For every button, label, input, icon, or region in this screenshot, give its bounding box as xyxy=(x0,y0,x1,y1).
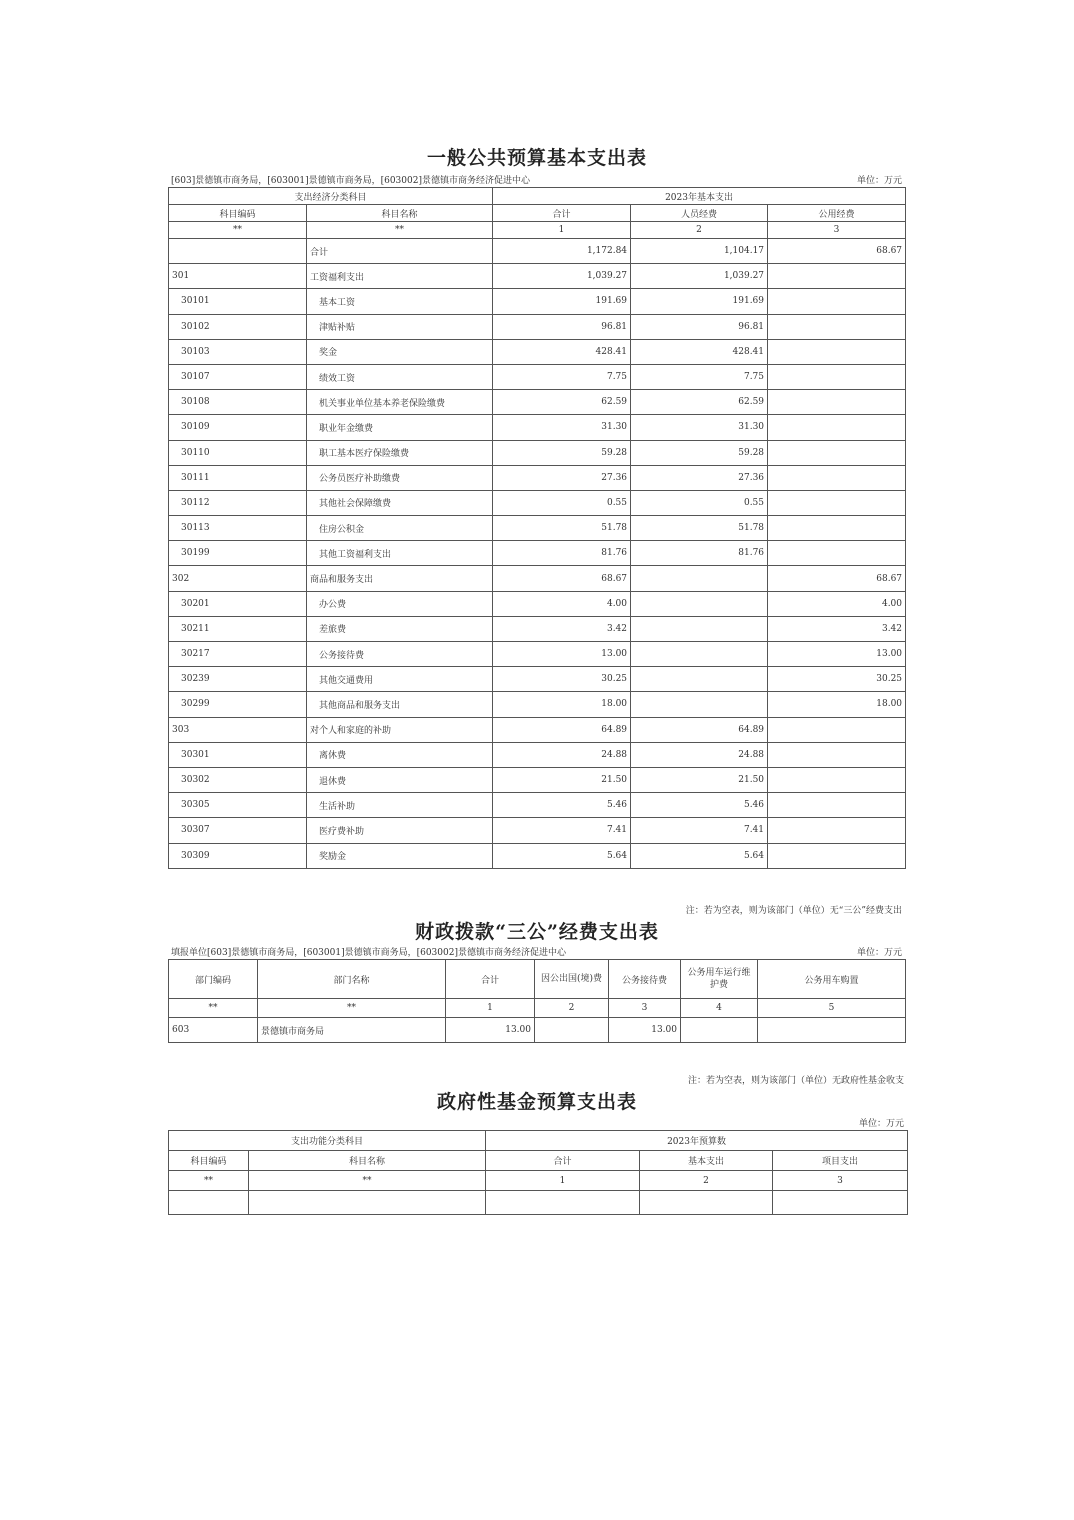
total-cell: 30.25 xyxy=(493,667,631,692)
table-row xyxy=(169,742,906,767)
personnel-cell: 1,039.27 xyxy=(631,264,768,289)
total-cell: 62.59 xyxy=(493,390,631,415)
personnel-cell: 24.88 xyxy=(631,742,768,767)
subject-name-cell: 津贴补贴 xyxy=(307,314,493,339)
personnel-cell: 5.64 xyxy=(631,843,768,868)
subject-code-cell: 30110 xyxy=(169,440,307,465)
public-cell xyxy=(768,843,906,868)
total-cell: 81.76 xyxy=(493,541,631,566)
vehicle-buy-cell xyxy=(758,1018,906,1043)
subject-name-cell: 住房公积金 xyxy=(307,516,493,541)
table-row xyxy=(169,1018,906,1043)
personnel-cell xyxy=(631,591,768,616)
dept-code-cell: 603 xyxy=(169,1018,258,1043)
subject-name-cell: 其他交通费用 xyxy=(307,667,493,692)
subject-name-cell: 其他社会保障缴费 xyxy=(307,490,493,515)
subject-name-cell: 奖金 xyxy=(307,339,493,364)
subject-name-cell: 医疗费补助 xyxy=(307,818,493,843)
empty-cell xyxy=(486,1191,640,1215)
header-dept-name: 部门名称 xyxy=(258,960,446,999)
table1-title: 一般公共预算基本支出表 xyxy=(426,147,647,169)
header-subject-code: 科目编码 xyxy=(169,205,307,222)
total-cell: 7.41 xyxy=(493,818,631,843)
table-row xyxy=(169,541,906,566)
subject-code-cell: 30309 xyxy=(169,843,307,868)
table-row xyxy=(169,364,906,389)
index-5: 5 xyxy=(758,999,906,1018)
header-subject-name: 科目名称 xyxy=(249,1151,486,1171)
subject-code-cell: 30101 xyxy=(169,289,307,314)
header-total: 合计 xyxy=(493,205,631,222)
public-cell: 68.67 xyxy=(768,239,906,264)
public-cell xyxy=(768,390,906,415)
table1-unit: 单位：万元 xyxy=(856,176,902,186)
table-row xyxy=(169,843,906,868)
header-abroad: 因公出国(境)费 xyxy=(535,960,609,999)
subject-code-cell: 30111 xyxy=(169,465,307,490)
public-cell xyxy=(768,717,906,742)
three-public-expenditure-table xyxy=(168,959,906,1043)
subject-name-cell: 生活补助 xyxy=(307,793,493,818)
subject-name-cell: 职业年金缴费 xyxy=(307,415,493,440)
total-cell: 191.69 xyxy=(493,289,631,314)
personnel-cell: 21.50 xyxy=(631,767,768,792)
table-row xyxy=(169,616,906,641)
personnel-cell: 0.55 xyxy=(631,490,768,515)
subject-name-cell: 退休费 xyxy=(307,767,493,792)
subject-name-cell: 差旅费 xyxy=(307,616,493,641)
index-3: 3 xyxy=(609,999,681,1018)
header-group-2023-budget: 2023年预算数 xyxy=(486,1131,908,1151)
index-2: 2 xyxy=(631,222,768,239)
personnel-cell: 7.75 xyxy=(631,364,768,389)
table2-unit: 单位：万元 xyxy=(856,948,902,958)
total-cell: 96.81 xyxy=(493,314,631,339)
personnel-cell: 428.41 xyxy=(631,339,768,364)
header-project: 项目支出 xyxy=(773,1151,908,1171)
table-row xyxy=(169,767,906,792)
subject-code-cell: 30103 xyxy=(169,339,307,364)
subject-name-cell: 合计 xyxy=(307,239,493,264)
index-1: 1 xyxy=(446,999,535,1018)
subject-code-cell: 30307 xyxy=(169,818,307,843)
personnel-cell xyxy=(631,692,768,717)
index-2: 2 xyxy=(535,999,609,1018)
public-cell xyxy=(768,742,906,767)
index-code: ** xyxy=(169,999,258,1018)
header-total: 合计 xyxy=(486,1151,640,1171)
header-basic: 基本支出 xyxy=(640,1151,773,1171)
public-cell: 13.00 xyxy=(768,642,906,667)
personnel-cell: 62.59 xyxy=(631,390,768,415)
index-1: 1 xyxy=(486,1171,640,1191)
index-2: 2 xyxy=(640,1171,773,1191)
total-cell: 68.67 xyxy=(493,566,631,591)
total-cell: 21.50 xyxy=(493,767,631,792)
subject-code-cell: 30301 xyxy=(169,742,307,767)
public-cell xyxy=(768,516,906,541)
total-cell: 0.55 xyxy=(493,490,631,515)
table-row xyxy=(169,516,906,541)
empty-cell xyxy=(640,1191,773,1215)
table-row xyxy=(169,566,906,591)
public-cell: 68.67 xyxy=(768,566,906,591)
public-cell xyxy=(768,339,906,364)
index-1: 1 xyxy=(493,222,631,239)
public-cell xyxy=(768,289,906,314)
public-cell xyxy=(768,793,906,818)
subject-code-cell: 30299 xyxy=(169,692,307,717)
table-row xyxy=(169,793,906,818)
total-cell: 13.00 xyxy=(446,1018,535,1043)
header-personnel: 人员经费 xyxy=(631,205,768,222)
total-cell: 7.75 xyxy=(493,364,631,389)
subject-code-cell: 30217 xyxy=(169,642,307,667)
table-row xyxy=(169,239,906,264)
header-group-econ-class: 支出经济分类科目 xyxy=(169,188,493,205)
dept-name-cell: 景德镇市商务局 xyxy=(258,1018,446,1043)
header-vehicle-buy: 公务用车购置 xyxy=(758,960,906,999)
subject-name-cell: 奖励金 xyxy=(307,843,493,868)
subject-name-cell: 基本工资 xyxy=(307,289,493,314)
table-row xyxy=(169,314,906,339)
table-row xyxy=(169,465,906,490)
reception-cell: 13.00 xyxy=(609,1018,681,1043)
table-row xyxy=(169,339,906,364)
index-3: 3 xyxy=(773,1171,908,1191)
table-row xyxy=(169,440,906,465)
table3-unit: 单位：万元 xyxy=(858,1119,904,1129)
personnel-cell xyxy=(631,566,768,591)
index-code: ** xyxy=(169,222,307,239)
table-row xyxy=(169,717,906,742)
header-public: 公用经费 xyxy=(768,205,906,222)
total-cell: 51.78 xyxy=(493,516,631,541)
public-cell: 4.00 xyxy=(768,591,906,616)
subject-code-cell: 302 xyxy=(169,566,307,591)
header-group-2023-basic: 2023年基本支出 xyxy=(493,188,906,205)
index-4: 4 xyxy=(681,999,758,1018)
table3-note: 注：若为空表，则为该部门（单位）无政府性基金收支 xyxy=(687,1076,904,1086)
total-cell: 18.00 xyxy=(493,692,631,717)
subject-code-cell: 30102 xyxy=(169,314,307,339)
public-cell xyxy=(768,264,906,289)
subject-code-cell: 30112 xyxy=(169,490,307,515)
personnel-cell: 1,104.17 xyxy=(631,239,768,264)
subject-name-cell: 其他工资福利支出 xyxy=(307,541,493,566)
table2-units-line: 填报单位[603]景德镇市商务局，[603001]景德镇市商务局，[603002]景德镇市商务经济促进中心 xyxy=(171,948,566,958)
subject-code-cell: 30107 xyxy=(169,364,307,389)
total-cell: 1,172.84 xyxy=(493,239,631,264)
table2-title: 财政拨款“三公”经费支出表 xyxy=(415,921,659,943)
gov-fund-budget-expenditure-table xyxy=(168,1130,908,1215)
subject-code-cell: 30199 xyxy=(169,541,307,566)
total-cell: 5.64 xyxy=(493,843,631,868)
public-cell: 18.00 xyxy=(768,692,906,717)
public-cell xyxy=(768,465,906,490)
subject-code-cell: 30305 xyxy=(169,793,307,818)
subject-name-cell: 职工基本医疗保险缴费 xyxy=(307,440,493,465)
general-budget-basic-expenditure-table xyxy=(168,187,906,869)
subject-code-cell: 30239 xyxy=(169,667,307,692)
subject-name-cell: 公务员医疗补助缴费 xyxy=(307,465,493,490)
personnel-cell xyxy=(631,667,768,692)
table-row xyxy=(169,667,906,692)
header-group-function-class: 支出功能分类科目 xyxy=(169,1131,486,1151)
total-cell: 1,039.27 xyxy=(493,264,631,289)
table-row xyxy=(169,415,906,440)
subject-name-cell: 机关事业单位基本养老保险缴费 xyxy=(307,390,493,415)
header-subject-name: 科目名称 xyxy=(307,205,493,222)
table-row xyxy=(169,591,906,616)
subject-name-cell: 商品和服务支出 xyxy=(307,566,493,591)
total-cell: 3.42 xyxy=(493,616,631,641)
table-row xyxy=(169,490,906,515)
public-cell xyxy=(768,314,906,339)
subject-code-cell: 30113 xyxy=(169,516,307,541)
total-cell: 64.89 xyxy=(493,717,631,742)
table-row xyxy=(169,264,906,289)
table-row xyxy=(169,390,906,415)
public-cell xyxy=(768,818,906,843)
index-3: 3 xyxy=(768,222,906,239)
subject-code-cell: 303 xyxy=(169,717,307,742)
abroad-cell xyxy=(535,1018,609,1043)
subject-code-cell: 30302 xyxy=(169,767,307,792)
table-row xyxy=(169,642,906,667)
header-total: 合计 xyxy=(446,960,535,999)
empty-cell xyxy=(249,1191,486,1215)
empty-cell xyxy=(169,1191,249,1215)
personnel-cell xyxy=(631,642,768,667)
header-subject-code: 科目编码 xyxy=(169,1151,249,1171)
personnel-cell: 81.76 xyxy=(631,541,768,566)
subject-code-cell xyxy=(169,239,307,264)
personnel-cell: 51.78 xyxy=(631,516,768,541)
personnel-cell: 64.89 xyxy=(631,717,768,742)
subject-code-cell: 30211 xyxy=(169,616,307,641)
table-row xyxy=(169,692,906,717)
table-row xyxy=(169,289,906,314)
subject-name-cell: 离休费 xyxy=(307,742,493,767)
subject-code-cell: 301 xyxy=(169,264,307,289)
total-cell: 24.88 xyxy=(493,742,631,767)
subject-name-cell: 办公费 xyxy=(307,591,493,616)
header-reception: 公务接待费 xyxy=(609,960,681,999)
personnel-cell: 96.81 xyxy=(631,314,768,339)
personnel-cell: 5.46 xyxy=(631,793,768,818)
total-cell: 4.00 xyxy=(493,591,631,616)
table3-title: 政府性基金预算支出表 xyxy=(436,1091,637,1113)
table-row xyxy=(169,818,906,843)
public-cell xyxy=(768,364,906,389)
index-name: ** xyxy=(258,999,446,1018)
public-cell xyxy=(768,440,906,465)
public-cell xyxy=(768,767,906,792)
total-cell: 5.46 xyxy=(493,793,631,818)
index-name: ** xyxy=(249,1171,486,1191)
personnel-cell: 191.69 xyxy=(631,289,768,314)
subject-name-cell: 绩效工资 xyxy=(307,364,493,389)
subject-code-cell: 30201 xyxy=(169,591,307,616)
index-code: ** xyxy=(169,1171,249,1191)
table1-units-line: [603]景德镇市商务局，[603001]景德镇市商务局，[603002]景德镇市商务经济促进中心 xyxy=(171,176,530,186)
subject-code-cell: 30109 xyxy=(169,415,307,440)
public-cell: 3.42 xyxy=(768,616,906,641)
subject-name-cell: 对个人和家庭的补助 xyxy=(307,717,493,742)
total-cell: 31.30 xyxy=(493,415,631,440)
empty-cell xyxy=(773,1191,908,1215)
header-vehicle-run: 公务用车运行维护费 xyxy=(681,960,758,999)
total-cell: 13.00 xyxy=(493,642,631,667)
public-cell: 30.25 xyxy=(768,667,906,692)
vehicle-run-cell xyxy=(681,1018,758,1043)
personnel-cell: 59.28 xyxy=(631,440,768,465)
index-name: ** xyxy=(307,222,493,239)
subject-code-cell: 30108 xyxy=(169,390,307,415)
personnel-cell: 27.36 xyxy=(631,465,768,490)
public-cell xyxy=(768,490,906,515)
header-dept-code: 部门编码 xyxy=(169,960,258,999)
subject-name-cell: 公务接待费 xyxy=(307,642,493,667)
personnel-cell: 7.41 xyxy=(631,818,768,843)
total-cell: 428.41 xyxy=(493,339,631,364)
personnel-cell xyxy=(631,616,768,641)
subject-name-cell: 其他商品和服务支出 xyxy=(307,692,493,717)
table2-note: 注：若为空表，则为该部门（单位）无“三公”经费支出 xyxy=(685,906,902,916)
public-cell xyxy=(768,415,906,440)
public-cell xyxy=(768,541,906,566)
total-cell: 59.28 xyxy=(493,440,631,465)
total-cell: 27.36 xyxy=(493,465,631,490)
subject-name-cell: 工资福利支出 xyxy=(307,264,493,289)
personnel-cell: 31.30 xyxy=(631,415,768,440)
